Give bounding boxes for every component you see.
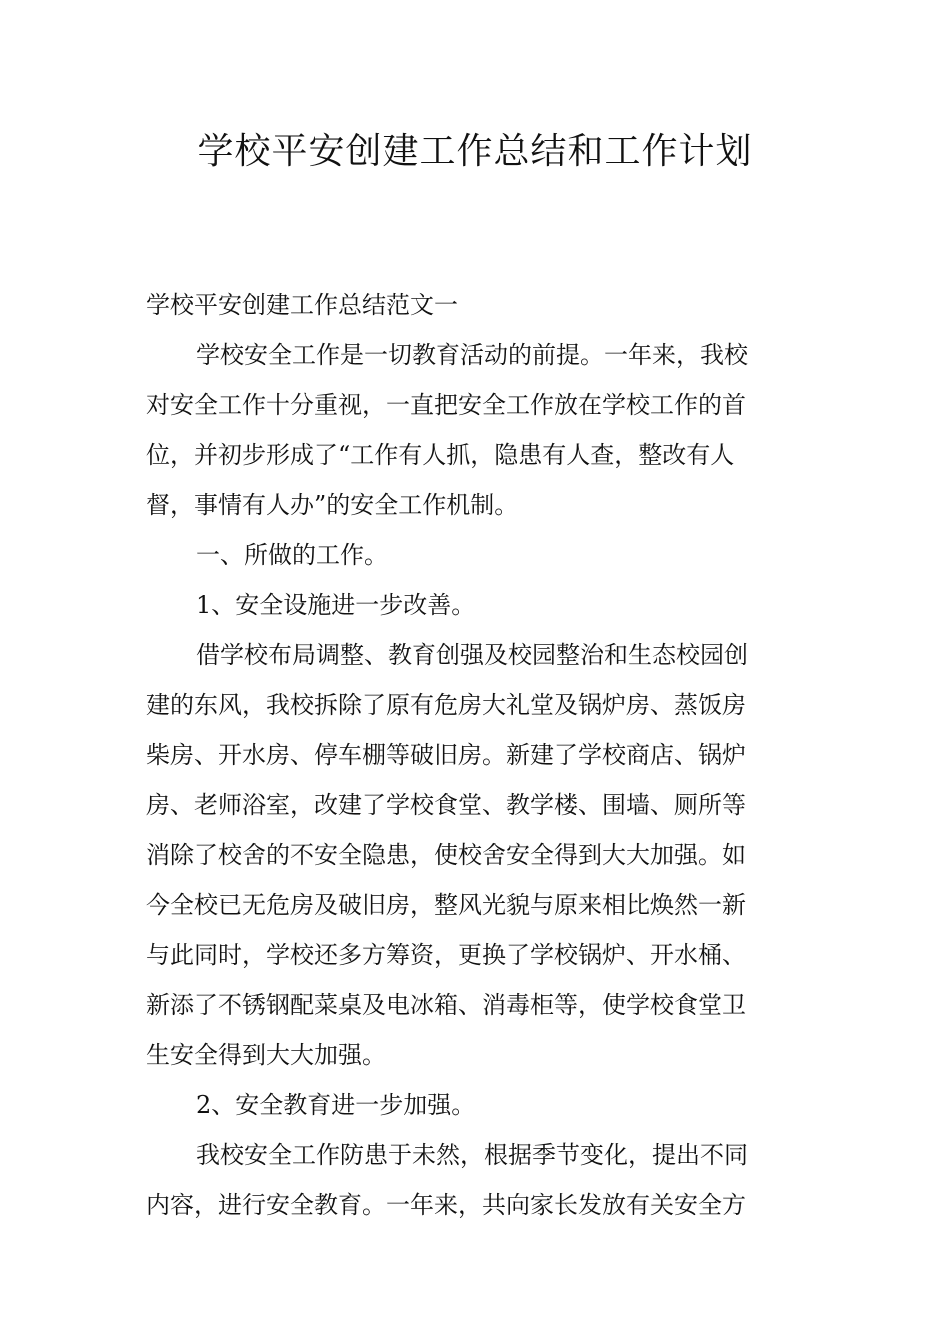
paragraph-line: 生安全得到大大加强。 — [146, 1041, 386, 1069]
paragraph-line: 新添了不锈钢配菜桌及电冰箱、消毒柜等，使学校食堂卫 — [146, 991, 746, 1019]
paragraph-line: 消除了校舍的不安全隐患，使校舍安全得到大大加强。如 — [146, 841, 746, 869]
paragraph-line: 房、老师浴室，改建了学校食堂、教学楼、围墙、厕所等 — [146, 791, 746, 819]
document-title: 学校平安创建工作总结和工作计划 — [197, 131, 753, 172]
paragraph-line: 我校安全工作防患于未然，根据季节变化，提出不同 — [196, 1141, 748, 1169]
paragraph-line: 学校安全工作是一切教育活动的前提。一年来，我校 — [196, 341, 748, 369]
paragraph-line: 借学校布局调整、教育创强及校园整治和生态校园创 — [196, 641, 748, 669]
paragraph-line: 位，并初步形成了“工作有人抓，隐患有人查，整改有人 — [146, 441, 735, 469]
document-body — [146, 280, 806, 1230]
paragraph-line: 内容，进行安全教育。一年来，共向家长发放有关安全方 — [146, 1191, 746, 1219]
paragraph-line: 柴房、开水房、停车棚等破旧房。新建了学校商店、锅炉 — [146, 741, 746, 769]
subsection-heading: 2、安全教育进一步加强。 — [196, 1091, 476, 1119]
section-heading: 一、所做的工作。 — [196, 541, 388, 569]
paragraph-line: 对安全工作十分重视，一直把安全工作放在学校工作的首 — [146, 391, 746, 419]
paragraph-line: 督，事情有人办”的安全工作机制。 — [146, 491, 519, 519]
paragraph-line: 建的东风，我校拆除了原有危房大礼堂及锅炉房、蒸饭房 — [146, 691, 746, 719]
subsection-heading: 1、安全设施进一步改善。 — [196, 591, 476, 619]
paragraph-line: 与此同时，学校还多方筹资，更换了学校锅炉、开水桶、 — [146, 941, 746, 969]
paragraph-line: 今全校已无危房及破旧房，整风光貌与原来相比焕然一新 — [146, 891, 746, 919]
section-heading: 学校平安创建工作总结范文一 — [146, 291, 458, 319]
